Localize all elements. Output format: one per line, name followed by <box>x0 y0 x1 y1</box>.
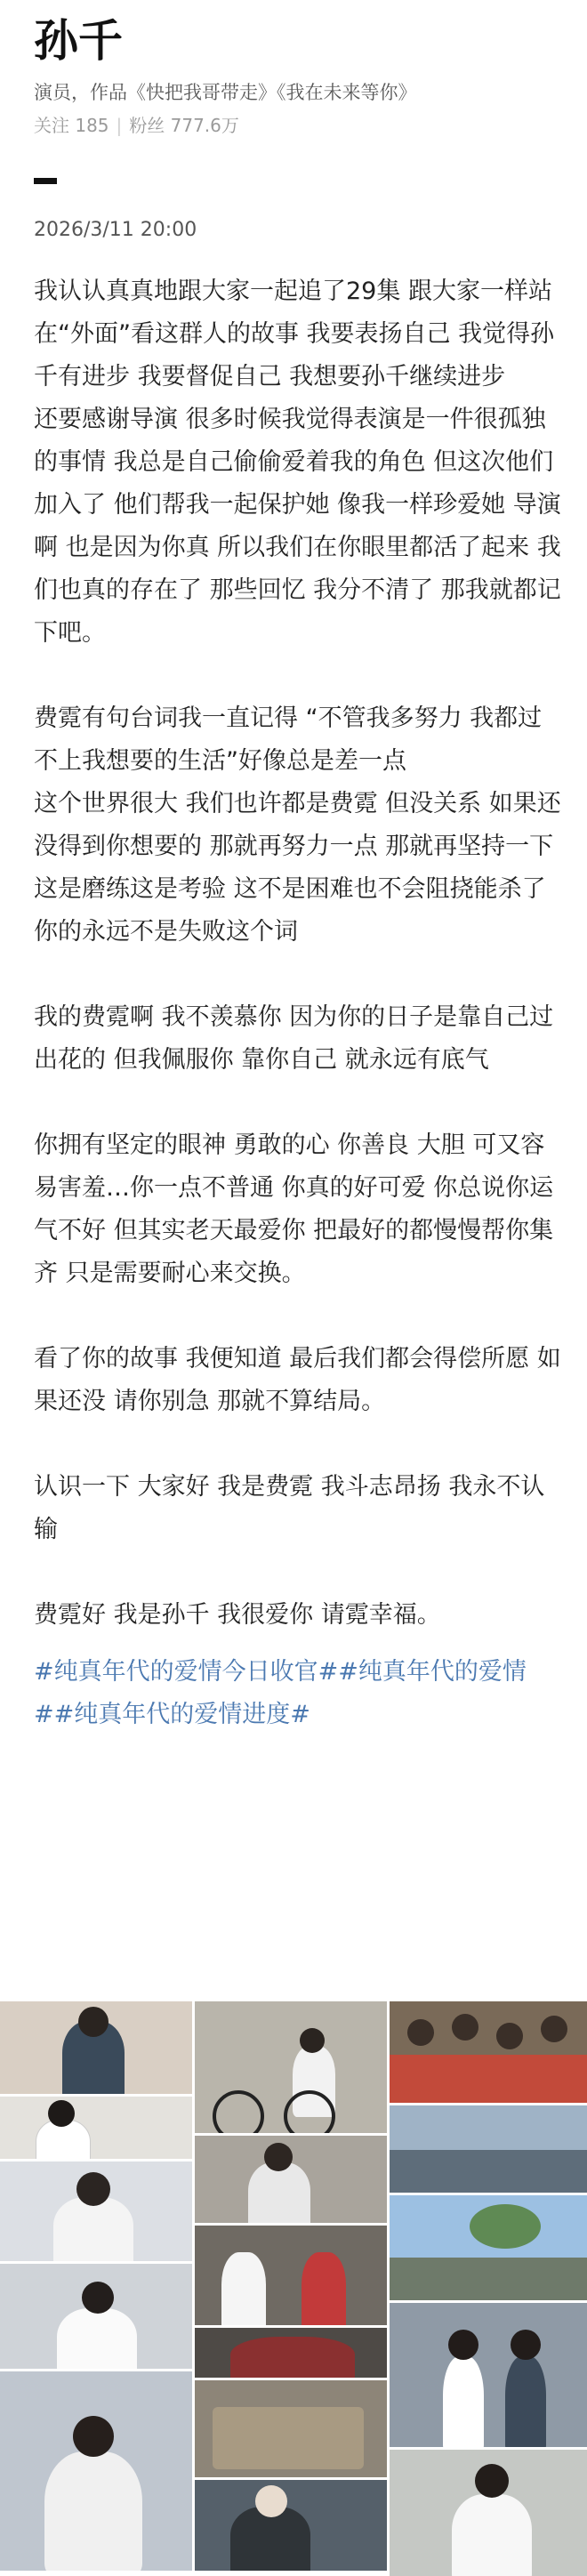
photo-2[interactable] <box>195 2001 387 2133</box>
photo-4[interactable] <box>0 2097 192 2159</box>
photo-11[interactable] <box>195 2328 387 2378</box>
post-hashtags[interactable]: #纯真年代的爱情今日收官##纯真年代的爱情##纯真年代的爱情进度# <box>34 1658 527 1728</box>
photo-3[interactable] <box>390 2001 587 2103</box>
photo-14[interactable] <box>195 2380 387 2477</box>
profile-bio: 演员，作品《快把我哥带走》《我在未来等你》 <box>34 82 417 103</box>
profile-name[interactable]: 孙千 <box>34 15 123 67</box>
post-paragraph: 这个世界很大 我们也许都是费霓 但没关系 如果还没得到你想要的 那就再努力一点 那就再坚持一下 这是磨练这是考验 这不是困难也不会阻挠能杀了你的永远不是失败这个词 <box>34 790 561 946</box>
post-paragraph: 认识一下 大家好 我是费霓 我斗志昂扬 我永不认输 <box>34 1473 545 1543</box>
photo-column-middle <box>195 2001 387 2576</box>
post-paragraph: 费霓好 我是孙千 我很爱你 请霓幸福。 <box>34 1601 441 1629</box>
post-paragraph: 看了你的故事 我便知道 最后我们都会得偿所愿 如果还没 请你别急 那就不算结局。 <box>34 1345 561 1415</box>
paragraph-spacer <box>34 954 562 996</box>
stats-separator: | <box>116 115 123 136</box>
paragraph-spacer <box>34 1082 562 1124</box>
photo-10[interactable] <box>0 2264 192 2369</box>
photo-1[interactable] <box>0 2001 192 2094</box>
paragraph-spacer <box>34 1423 562 1466</box>
follow-count[interactable]: 关注 185 <box>34 115 109 136</box>
photo-5[interactable] <box>195 2136 387 2223</box>
section-divider <box>34 178 57 184</box>
photo-13[interactable] <box>0 2371 192 2571</box>
post-paragraph: 我认认真真地跟大家一起追了29集 跟大家一样站在“外面”看这群人的故事 我要表扬自己 我觉得孙千有进步 我要督促自己 我想要孙千继续进步 <box>34 278 555 390</box>
paragraph-spacer <box>34 655 562 697</box>
post-paragraph: 还要感谢导演 很多时候我觉得表演是一件很孤独的事情 我总是自己偷偷爱着我的角色 但这次他们加入了 他们帮我一起保护她 像我一样珍爱她 导演啊 也是因为你真 所以我们在你眼里都活了起来 我们也真的存在了 那些回忆 我分不清了 那我就都记下吧。 <box>34 406 561 647</box>
photo-12[interactable] <box>390 2303 587 2447</box>
photo-column-right <box>390 2001 587 2576</box>
paragraph-spacer <box>34 1551 562 1594</box>
photo-6[interactable] <box>390 2105 587 2193</box>
photo-8[interactable] <box>195 2226 387 2325</box>
post-date: 2026/3/11 20:00 <box>34 219 197 241</box>
photo-7[interactable] <box>0 2161 192 2261</box>
photo-9[interactable] <box>390 2195 587 2300</box>
photo-17[interactable] <box>195 2480 387 2571</box>
post-paragraph: 费霓有句台词我一直记得 “不管我多努力 我都过不上我想要的生活”好像总是差一点 <box>34 704 543 775</box>
profile-header <box>0 0 587 139</box>
post-body <box>34 270 562 1637</box>
post-paragraph: 你拥有坚定的眼神 勇敢的心 你善良 大胆 可又容易害羞…你一点不普通 你真的好可爱 你总说你运气不好 但其实老天最爱你 把最好的都慢慢帮你集齐 只是需要耐心来交换。 <box>34 1131 554 1287</box>
post-paragraph: 我的费霓啊 我不羡慕你 因为你的日子是靠自己过出花的 但我佩服你 靠你自己 就永远有底气 <box>34 1003 554 1074</box>
paragraph-spacer <box>34 1295 562 1338</box>
fans-count[interactable]: 粉丝 777.6万 <box>129 115 239 136</box>
profile-stats <box>34 112 553 139</box>
photo-15[interactable] <box>390 2450 587 2576</box>
photo-column-left <box>0 2001 192 2576</box>
photo-grid <box>0 2001 587 2573</box>
